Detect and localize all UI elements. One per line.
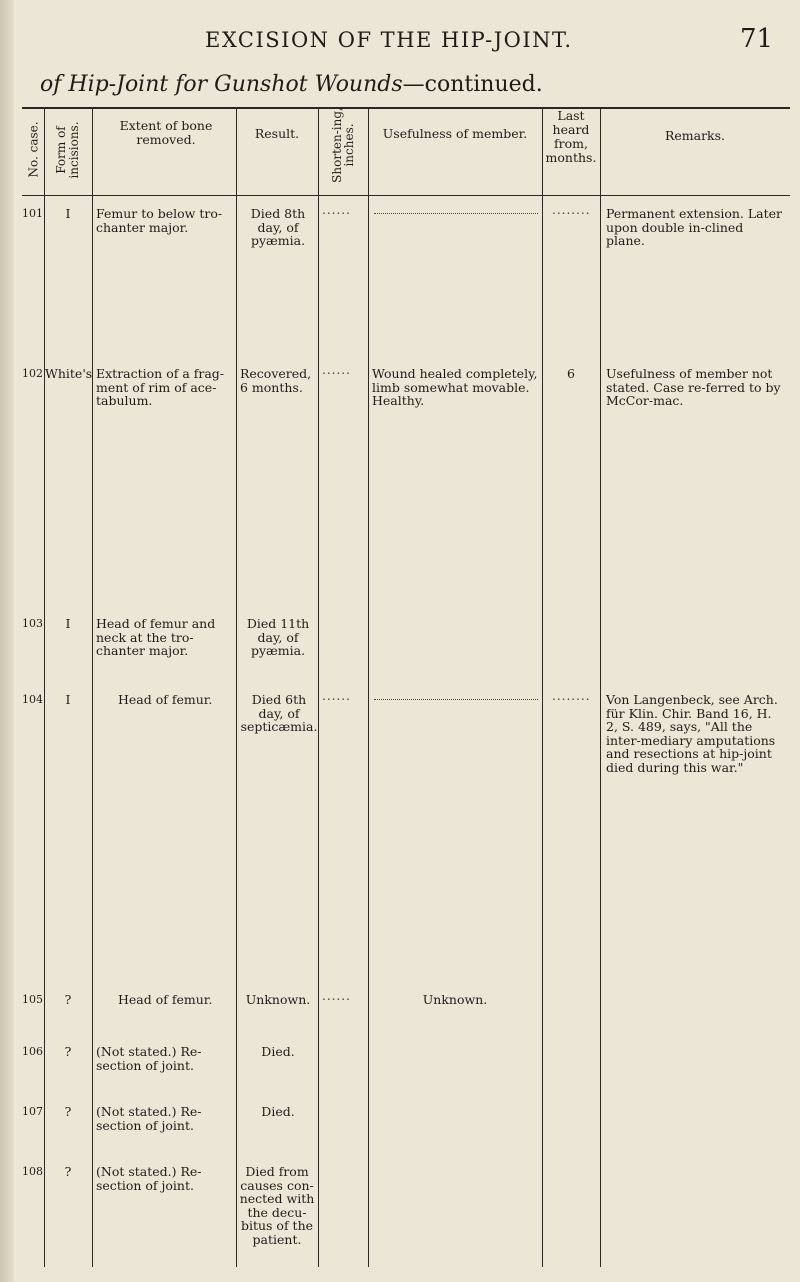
bone-extent: Femur to below tro-chanter major. (96, 206, 223, 235)
bone-extent: Head of femur. (118, 692, 213, 707)
result: Died. (261, 1044, 295, 1059)
column-rule (542, 107, 543, 1267)
page-edge-shadow (0, 0, 14, 1282)
column-rule (236, 107, 237, 1267)
case-number: 101 (22, 207, 43, 220)
column-rule (92, 107, 93, 1267)
header-last-heard: Last heard from, months. (545, 108, 597, 165)
incision-form: ? (64, 1044, 72, 1059)
incision-form: White's (45, 366, 93, 381)
header-shortening-text: Shorten-ing, inches. (330, 107, 356, 183)
header-no-case: No. case. (26, 121, 41, 178)
header-form-of-incisions (55, 104, 81, 196)
header-usefulness: Usefulness of member. (382, 126, 528, 141)
bone-extent: (Not stated.) Re-section of joint. (96, 1104, 202, 1133)
result: Recovered, 6 months. (240, 366, 312, 395)
remarks: Von Langenbeck, see Arch. für Klin. Chir. Band 16, H. 2, S. 489, says, "All the inter-mediary amputations and resections at hip-joint died during this war." (606, 692, 778, 775)
case-number: 106 (22, 1045, 43, 1058)
column-rule (44, 107, 45, 1267)
last-heard-dots: ........ (552, 203, 591, 217)
table-caption-italic: of Hip-Joint for Gunshot Wounds (40, 72, 403, 97)
incision-form: ? (64, 1104, 72, 1119)
result: Died from causes con-nected with the decu-bitus of the patient. (239, 1164, 315, 1247)
usefulness: Wound healed completely, limb somewhat movable. Healthy. (372, 366, 538, 408)
bone-extent: Head of femur. (118, 992, 213, 1007)
incision-form: I (65, 206, 71, 221)
bone-extent: Head of femur and neck at the tro-chanter major. (96, 616, 216, 658)
table-header-rule (22, 195, 790, 196)
usefulness: Unknown. (422, 992, 488, 1007)
header-remarks: Remarks. (664, 128, 726, 143)
incision-form: I (65, 692, 71, 707)
last-heard: 6 (567, 366, 575, 381)
table-top-rule (22, 107, 790, 109)
remarks: Usefulness of member not stated. Case re-ferred to by McCor-mac. (606, 366, 781, 408)
column-rule (318, 107, 319, 1267)
table-caption-continued: —continued. (402, 72, 543, 97)
case-number: 108 (22, 1165, 43, 1178)
running-head (0, 22, 800, 58)
result: Died 6th day, of septicæmia. (240, 692, 318, 734)
shortening-dots: ...... (322, 689, 351, 703)
result: Died 11th day, of pyæmia. (246, 616, 310, 658)
case-number: 104 (22, 693, 43, 706)
result: Died. (261, 1104, 295, 1119)
case-number: 103 (22, 617, 43, 630)
incision-form: I (65, 616, 71, 631)
incision-form: ? (64, 992, 72, 1007)
shortening-dots: ...... (322, 203, 351, 217)
case-number: 105 (22, 993, 43, 1006)
header-shortening (331, 102, 355, 188)
column-rule (368, 107, 369, 1267)
result: Unknown. (245, 992, 311, 1007)
page-number: 71 (740, 24, 774, 54)
incision-form: ? (64, 1164, 72, 1179)
remarks: Permanent extension. Later upon double in-clined plane. (606, 206, 783, 248)
header-form-of-incisions-text: Form of incisions. (54, 121, 81, 179)
running-title: EXCISION OF THE HIP-JOINT. (205, 28, 573, 52)
usefulness-leader (374, 699, 538, 700)
header-result: Result. (254, 126, 300, 141)
case-number: 102 (22, 367, 43, 380)
column-rule (600, 107, 601, 1267)
header-extent: Extent of bone removed. (119, 118, 213, 147)
bone-extent: (Not stated.) Re-section of joint. (96, 1164, 202, 1193)
bone-extent: Extraction of a frag-ment of rim of ace-tabulum. (96, 366, 225, 408)
case-table (22, 107, 790, 1272)
last-heard-dots: ........ (552, 689, 591, 703)
result: Died 8th day, of pyæmia. (250, 206, 306, 248)
usefulness-leader (374, 213, 538, 214)
shortening-dots: ...... (322, 989, 351, 1003)
shortening-dots: ...... (322, 363, 351, 377)
case-number: 107 (22, 1105, 43, 1118)
bone-extent: (Not stated.) Re-section of joint. (96, 1044, 202, 1073)
table-caption (40, 72, 543, 97)
